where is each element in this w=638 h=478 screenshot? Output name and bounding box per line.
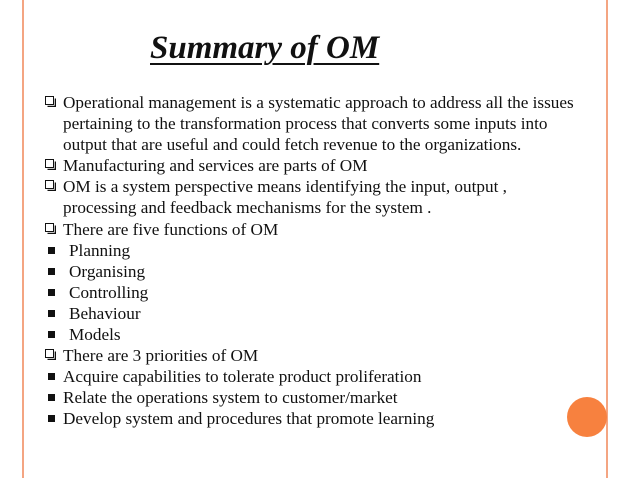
bullet-list	[44, 92, 584, 430]
square-bullet-icon	[48, 394, 55, 401]
list-item	[44, 324, 584, 345]
square-bullet-icon	[48, 247, 55, 254]
list-item	[44, 176, 584, 218]
list-item-text: Manufacturing and services are parts of OM	[63, 156, 368, 176]
checkbox-bullet-icon	[45, 223, 56, 234]
list-item	[44, 345, 584, 366]
list-item-text: Behaviour	[69, 303, 141, 323]
list-item	[44, 92, 584, 155]
list-item-text: Models	[69, 325, 121, 345]
list-item-text: OM is a system perspective means identifying the input, output , processing and feedback mechanisms for the system .	[63, 177, 507, 218]
list-item	[44, 303, 584, 324]
square-bullet-icon	[48, 415, 55, 422]
list-item-text: Planning	[69, 240, 131, 260]
square-bullet-icon	[48, 331, 55, 338]
list-item-text: Organising	[69, 261, 146, 281]
square-bullet-icon	[48, 268, 55, 275]
list-item-text: Relate the operations system to customer/market	[63, 388, 398, 408]
square-bullet-icon	[48, 373, 55, 380]
list-item-text: Acquire capabilities to tolerate product proliferation	[63, 367, 422, 387]
list-item	[44, 408, 584, 429]
list-item	[44, 240, 584, 261]
list-item	[44, 282, 584, 303]
list-item-text: Controlling	[69, 282, 149, 302]
list-item	[44, 387, 584, 408]
list-item	[44, 366, 584, 387]
list-item	[44, 219, 584, 240]
checkbox-bullet-icon	[45, 349, 56, 360]
list-item-text: There are 3 priorities of OM	[63, 346, 259, 366]
slide-title: Summary of OM	[150, 30, 380, 66]
list-item-text: There are five functions of OM	[63, 219, 279, 239]
square-bullet-icon	[48, 310, 55, 317]
list-item-text: Develop system and procedures that promote learning	[63, 409, 435, 429]
checkbox-bullet-icon	[45, 180, 56, 191]
square-bullet-icon	[48, 289, 55, 296]
list-item	[44, 155, 584, 176]
list-item-text: Operational management is a systematic approach to address all the issues pertaining to the transformation process that converts some inputs into output that are useful and could fetch revenue to the organizations.	[63, 93, 574, 155]
checkbox-bullet-icon	[45, 159, 56, 170]
list-item	[44, 261, 584, 282]
checkbox-bullet-icon	[45, 96, 56, 107]
